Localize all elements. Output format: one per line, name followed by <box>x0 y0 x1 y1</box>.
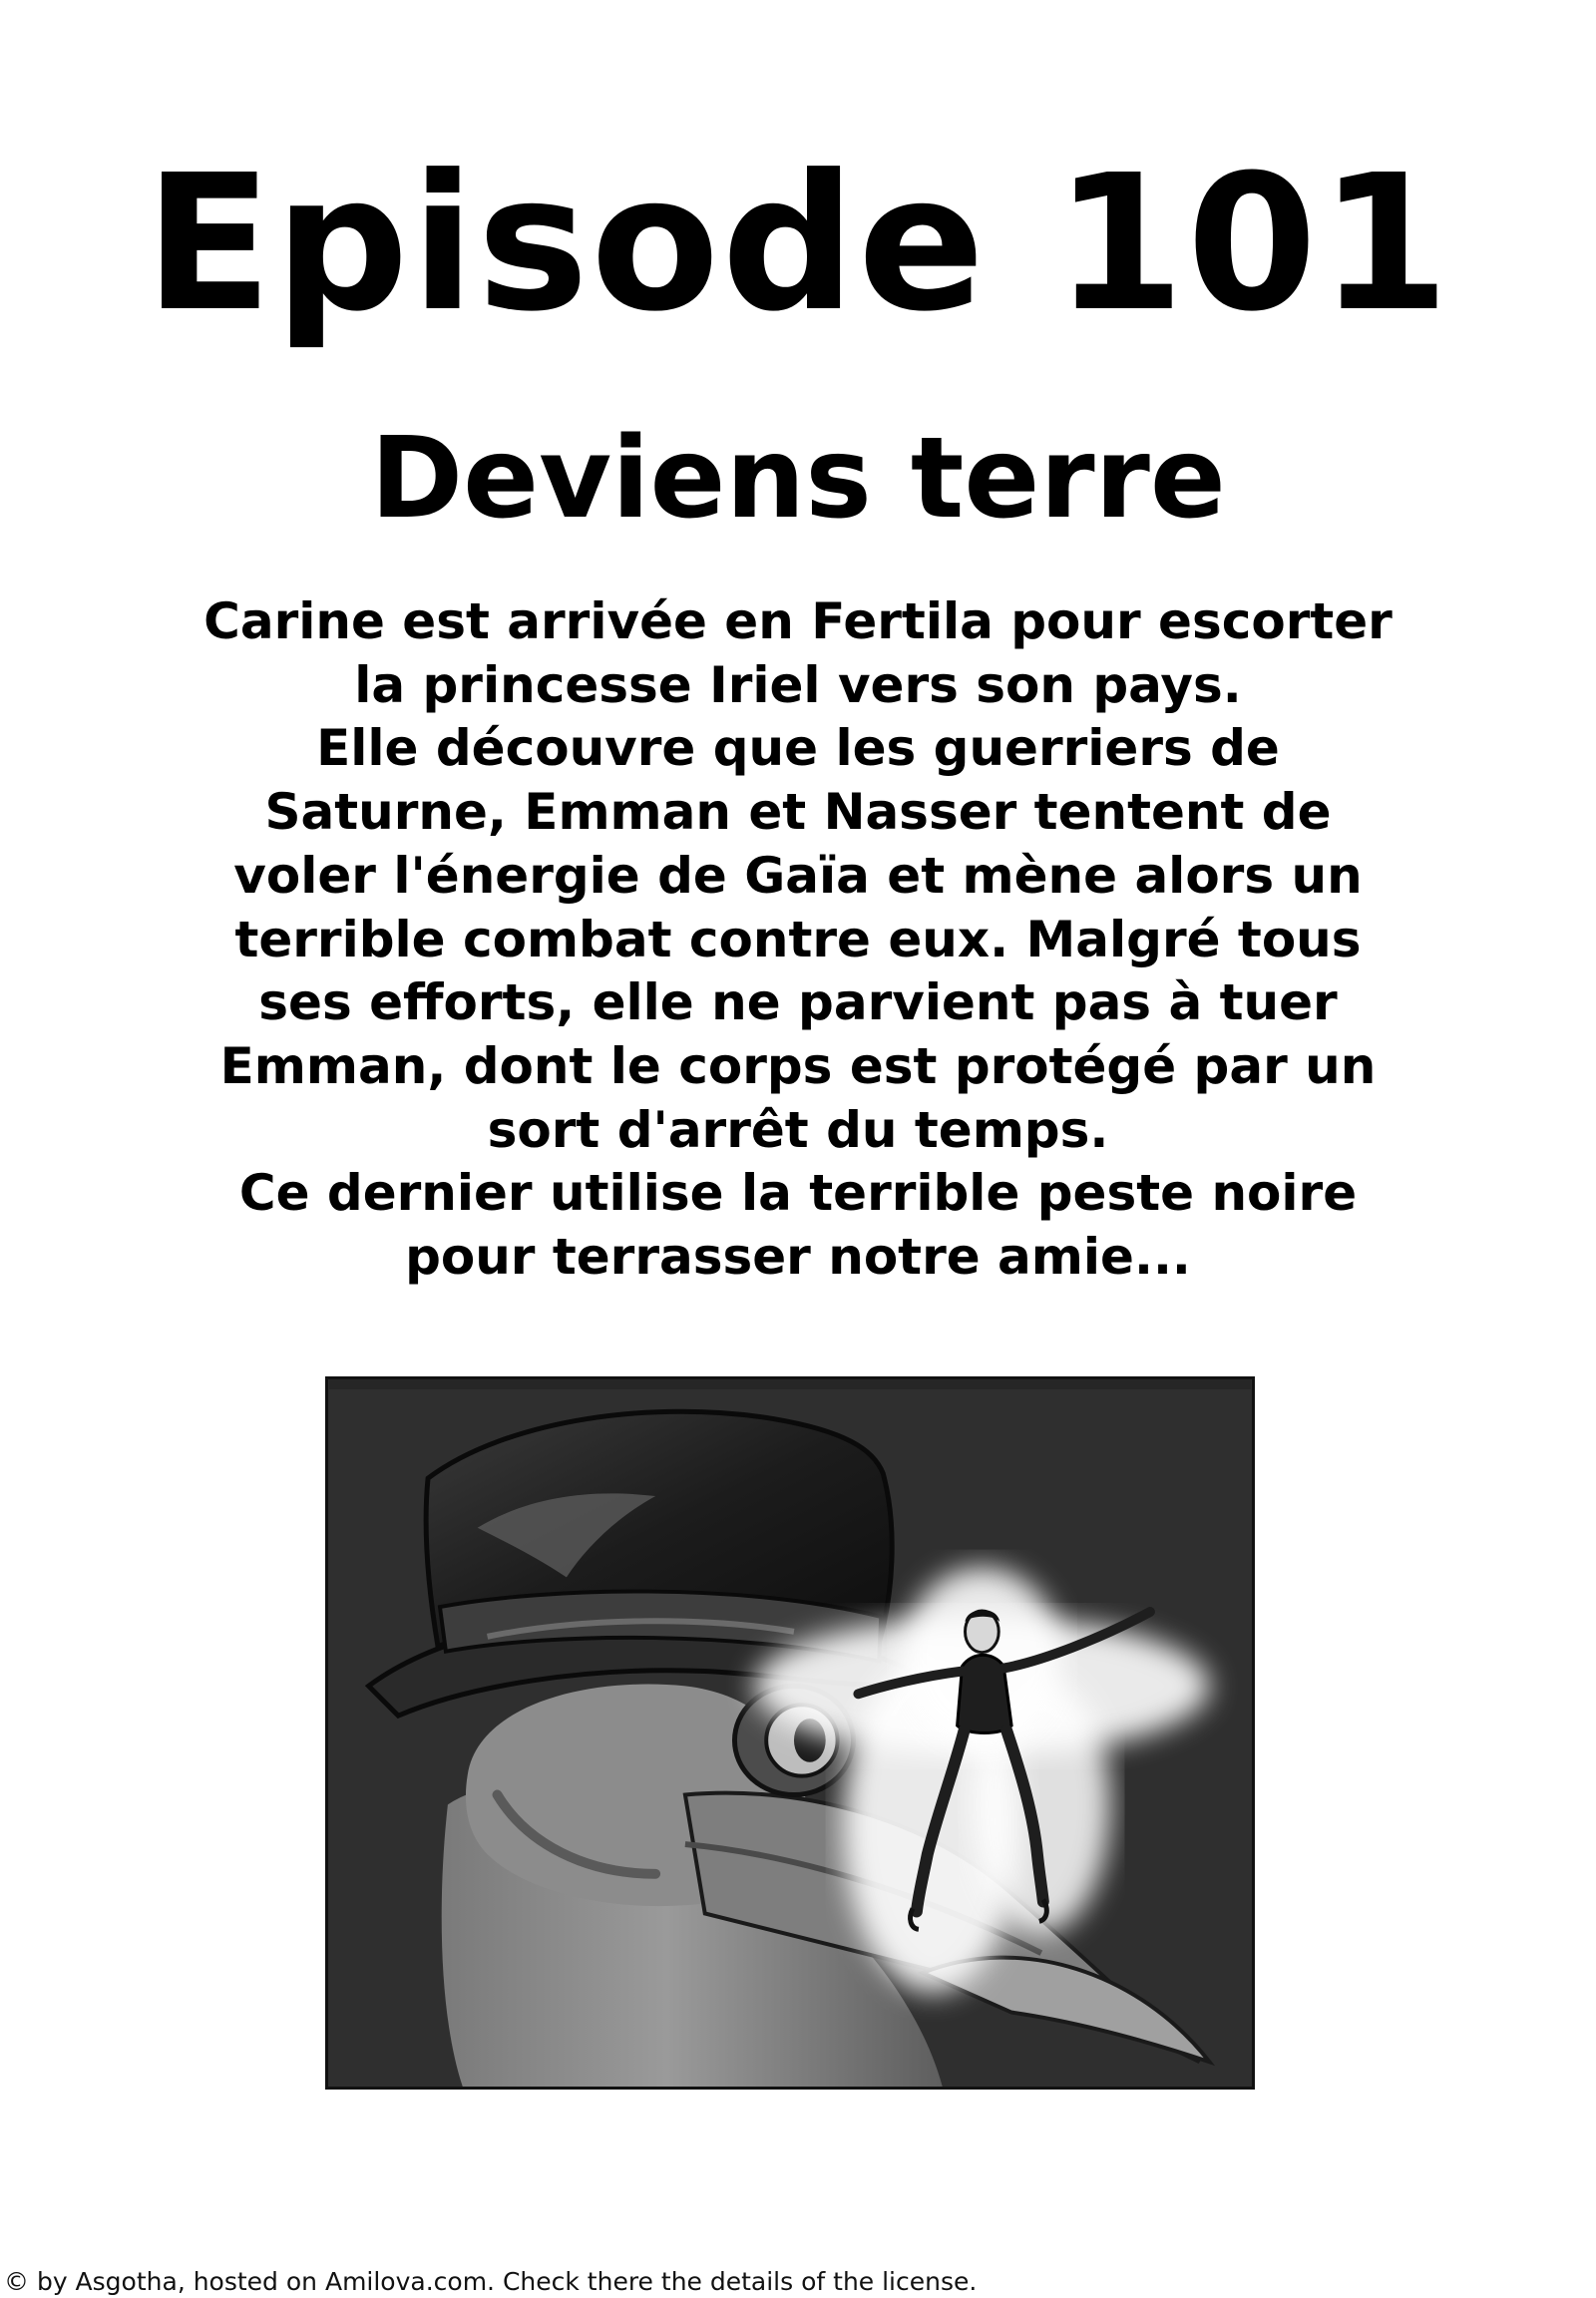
synopsis-line: pour terrasser notre amie... <box>405 1228 1191 1287</box>
plague-doctor-illustration <box>328 1379 1252 2087</box>
synopsis-line: la princesse Iriel vers son pays. <box>354 655 1242 714</box>
synopsis-line: voler l'énergie de Gaïa et mène alors un <box>233 846 1363 905</box>
episode-subtitle: Deviens terre <box>370 414 1226 544</box>
comic-panel-illustration <box>325 1376 1255 2090</box>
episode-title: Episode 101 <box>144 135 1452 353</box>
copyright-footer: © by Asgotha, hosted on Amilova.com. Check there the details of the license. <box>4 2267 978 2296</box>
synopsis-line: Carine est arrivée en Fertila pour escorter <box>203 592 1393 650</box>
synopsis-line: sort d'arrêt du temps. <box>487 1100 1109 1159</box>
synopsis-line: terrible combat contre eux. Malgré tous <box>234 910 1362 968</box>
synopsis-text <box>100 590 1496 1290</box>
synopsis-line: Ce dernier utilise la terrible peste noire <box>238 1164 1358 1223</box>
synopsis-line: Elle découvre que les guerriers de <box>316 719 1280 778</box>
synopsis-line: ses efforts, elle ne parvient pas à tuer <box>258 973 1338 1032</box>
synopsis-line: Saturne, Emman et Nasser tentent de <box>264 783 1332 842</box>
synopsis-line: Emman, dont le corps est protégé par un <box>219 1036 1377 1095</box>
